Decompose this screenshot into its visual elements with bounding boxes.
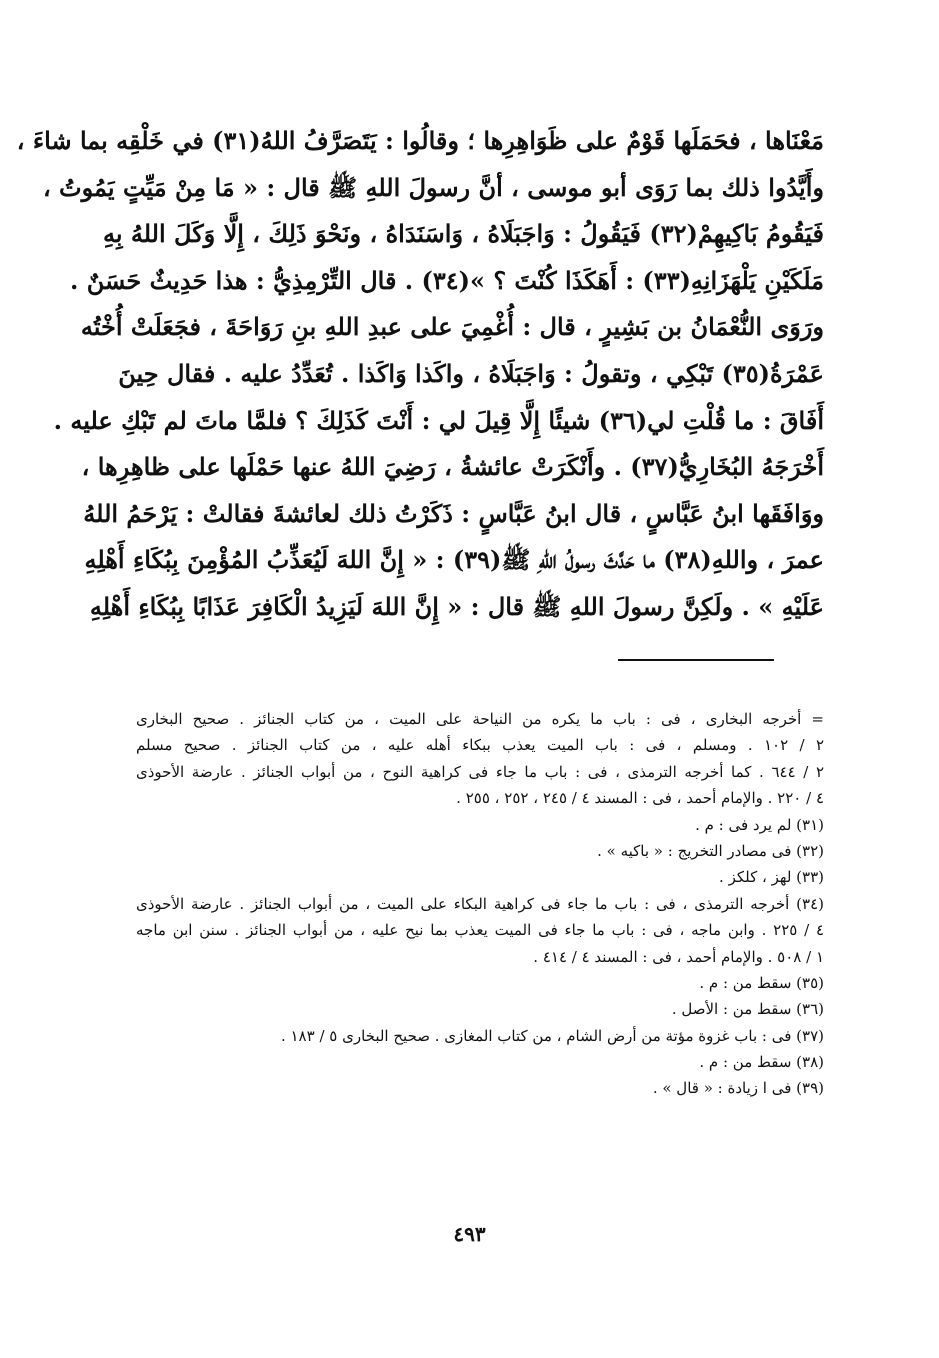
main-text-line: مَعْنَاها ، فحَمَلَها قَوْمٌ على ظَوَاهِرِها ؛ وقالُوا : يَتَصَرَّفُ اللهُ(٣١) في خَلْقِه بما شاءَ ، (16, 126, 824, 155)
footnote-33: (٣٣) لهز ، كلكز . (719, 868, 824, 887)
footnote-34: (٣٤) أخرجه الترمذى ، فى : باب ما جاء فى كراهية البكاء على الميت ، من أبواب الجنائز . عارضة الأحوذى (136, 894, 824, 913)
footnote-separator (618, 659, 774, 661)
footnote-line: ٤ / ٢٢٥ . وابن ماجه ، فى : باب ما جاء فى الميت يعذب بما نيح عليه ، من أبواب الجنائز . سنن ابن ماجه (136, 921, 824, 940)
main-text-line: ورَوَى النُّعْمَانُ بن بَشِيرٍ ، قال : أُغْمِيَ على عبدِ اللهِ بنِ رَوَاحَةَ ، فجَعَلَتْ أُخْتُه (80, 312, 824, 342)
main-text-line: عَمْرَةُ(٣٥) تَبْكِي ، وتقولُ : وَاجَبَلَاهُ ، واكَذا وَاكَذا . تُعَدِّدُ عليه . فقال حِينَ (118, 358, 824, 388)
main-text-line: عَلَيْهِ » . ولَكِنَّ رسولَ اللهِ ﷺ قال : « إِنَّ اللهَ لَيَزِيدُ الْكَافِرَ عَذَابًا بِبُكَاءِ أَهْلِهِ (89, 591, 824, 621)
main-text-line: مَلَكَيْنِ يَلْهَزَانِهِ(٣٣) : أَهَكَذَا كُنْتَ ؟ »(٣٤) . قال التِّرْمِذِيُّ : هذا حَدِيثٌ حَسَنٌ . (70, 265, 824, 295)
footnote-line: = أخرجه البخارى ، فى : باب ما يكره من النياحة على الميت ، من كتاب الجنائز . صحيح البخارى (136, 710, 824, 728)
footnote-32: (٣٢) فى مصادر التخريج : « باكيه » . (597, 841, 824, 860)
footnote-line: ١ / ٥٠٨ . والإمام أحمد ، فى : المسند ٤ / ٤١٤ . (533, 947, 824, 966)
footnote-36: (٣٦) سقط من : الأصل . (671, 1000, 824, 1019)
footnote-line: ٤ / ٢٢٠ . والإمام أحمد ، فى : المسند ٤ / ٢٤٥ ، ٢٥٢ ، ٢٥٥ . (456, 789, 824, 808)
footnotes-block (136, 706, 824, 1102)
footnote-37: (٣٧) فى : باب غزوة مؤتة من أرض الشام ، من كتاب المغازى . صحيح البخارى ٥ / ١٨٣ . (280, 1026, 824, 1045)
main-text-line: وأَيَّدُوا ذلك بما رَوَى أبو موسى ، أنَّ رسولَ اللهِ ﷺ قال : « مَا مِنْ مَيِّتٍ يَمُوتُ ، (42, 172, 824, 202)
main-text-line: أَخْرَجَهُ البُخَارِيُّ(٣٧) . وأَنْكَرَتْ عائشةُ ، رَضِيَ اللهُ عنها حَمْلَها على ظاهِرِها ، (81, 452, 824, 482)
footnote-39: (٣٩) فى ا زيادة : « قال » . (652, 1079, 824, 1098)
main-text-block (16, 118, 824, 631)
footnote-38: (٣٨) سقط من : م . (699, 1053, 824, 1072)
footnote-35: (٣٥) سقط من : م . (699, 973, 824, 992)
footnote-line: ٢ / ٦٤٤ . كما أخرجه الترمذى ، فى : باب ما جاء فى كراهية النوح ، من أبواب الجنائز . عارضة الأحوذى (136, 762, 825, 781)
footnote-line: ٢ / ١٠٢ . ومسلم ، فى : باب الميت يعذب ببكاء أهله عليه ، من كتاب الجنائز . صحيح مسلم (136, 736, 824, 755)
footnote-31: (٣١) لم يرد فى : م . (695, 815, 824, 834)
main-text-line: فَيَقُومُ بَاكِيهِمْ(٣٢) فَيَقُولُ : وَاجَبَلَاهُ ، وَاسَنَدَاهُ ، ونَحْوَ ذَلِكَ ، إِلَّا وَكَلَ اللهُ بِهِ (102, 219, 824, 249)
main-text-line: ووَافَقَها ابنُ عَبَّاسٍ ، قال ابنُ عَبَّاسٍ : ذَكَرْتُ ذلك لعائشةَ فقالتْ : يَرْحَمُ اللهُ (83, 498, 824, 528)
page-number: ٤٩٣ (453, 1222, 486, 1246)
main-text-line: عمرَ ، واللهِ(٣٨) ما حَدَّثَ رسولُ اللهِ ﷺ(٣٩) : « إِنَّ اللهَ لَيُعَذِّبُ المُؤْمِنَ بِبُكَاءِ أَهْلِهِ (84, 545, 824, 575)
main-text-line: أَفَاقَ : ما قُلْتِ لي(٣٦) شيئًا إِلَّا قِيلَ لي : أَنْتَ كَذَلِكَ ؟ فلمَّا ماتَ لم تَبْكِ عليه . (53, 405, 824, 435)
